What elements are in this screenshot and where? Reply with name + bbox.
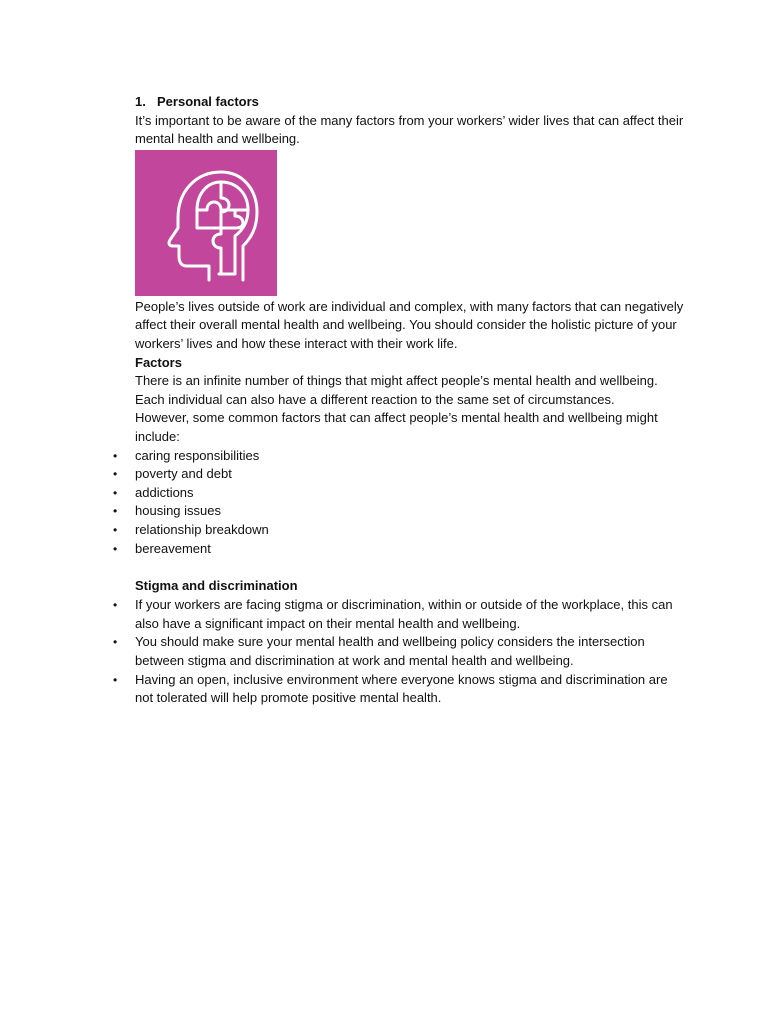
list-item — [113, 484, 687, 503]
list-item-text: bereavement — [135, 540, 211, 556]
list-item — [113, 447, 687, 466]
stigma-list — [113, 596, 687, 708]
list-item-text: caring responsibilities — [135, 447, 260, 463]
bullet-icon: • — [113, 635, 118, 650]
bullet-icon: • — [113, 485, 118, 500]
bullet-icon: • — [113, 541, 118, 556]
head-puzzle-icon — [153, 162, 259, 286]
list-item — [113, 671, 687, 708]
list-item — [113, 540, 687, 559]
stigma-heading: Stigma and discrimination — [135, 577, 298, 593]
factors-line-3: However, some common factors that can affect people’s mental health and wellbeing might include: — [135, 410, 658, 444]
bullet-icon: • — [113, 672, 118, 687]
list-item — [113, 502, 687, 521]
list-item — [113, 596, 687, 633]
list-item-text: If your workers are facing stigma or discrimination, within or outside of the workplace, this can also have a significant impact on their mental health and wellbeing. — [135, 597, 673, 631]
section-number: 1. — [135, 94, 146, 109]
bullet-icon: • — [113, 598, 118, 613]
blank-line — [135, 558, 687, 577]
bullet-icon: • — [113, 467, 118, 482]
list-item-text: poverty and debt — [135, 466, 232, 482]
lives-paragraph: People’s lives outside of work are individual and complex, with many factors that can negatively affect their overall mental health and wellbeing. You should consider the holistic picture of your workers’ lives and how these interact with their work life. — [135, 298, 684, 351]
bullet-icon: • — [113, 448, 118, 463]
list-item-text: housing issues — [135, 503, 221, 519]
list-item-text: relationship breakdown — [135, 521, 269, 537]
intro-paragraph: It’s important to be aware of the many factors from your workers’ wider lives that can affect their mental health and wellbeing. — [135, 112, 684, 147]
list-item — [113, 465, 687, 484]
list-item-text: addictions — [135, 484, 194, 500]
list-item-text: You should make sure your mental health and wellbeing policy considers the intersection between stigma and discrimination at work and mental health and wellbeing. — [135, 634, 645, 669]
factors-list — [113, 447, 687, 559]
document-content — [113, 93, 687, 708]
list-item-text: Having an open, inclusive environment where everyone knows stigma and discrimination are not tolerated will help promote positive mental health. — [135, 671, 668, 706]
head-puzzle-image — [135, 150, 277, 296]
section-title: Personal factors — [157, 94, 259, 109]
factors-line-1: There is an infinite number of things that might affect people’s mental health and wellbeing. — [135, 373, 658, 389]
bullet-icon: • — [113, 522, 118, 537]
factors-heading: Factors — [135, 354, 182, 370]
list-item — [113, 521, 687, 540]
list-item — [113, 633, 687, 670]
section-heading — [135, 93, 687, 112]
factors-line-2: Each individual can also have a different reaction to the same set of circumstances. — [135, 391, 615, 407]
bullet-icon: • — [113, 504, 118, 519]
